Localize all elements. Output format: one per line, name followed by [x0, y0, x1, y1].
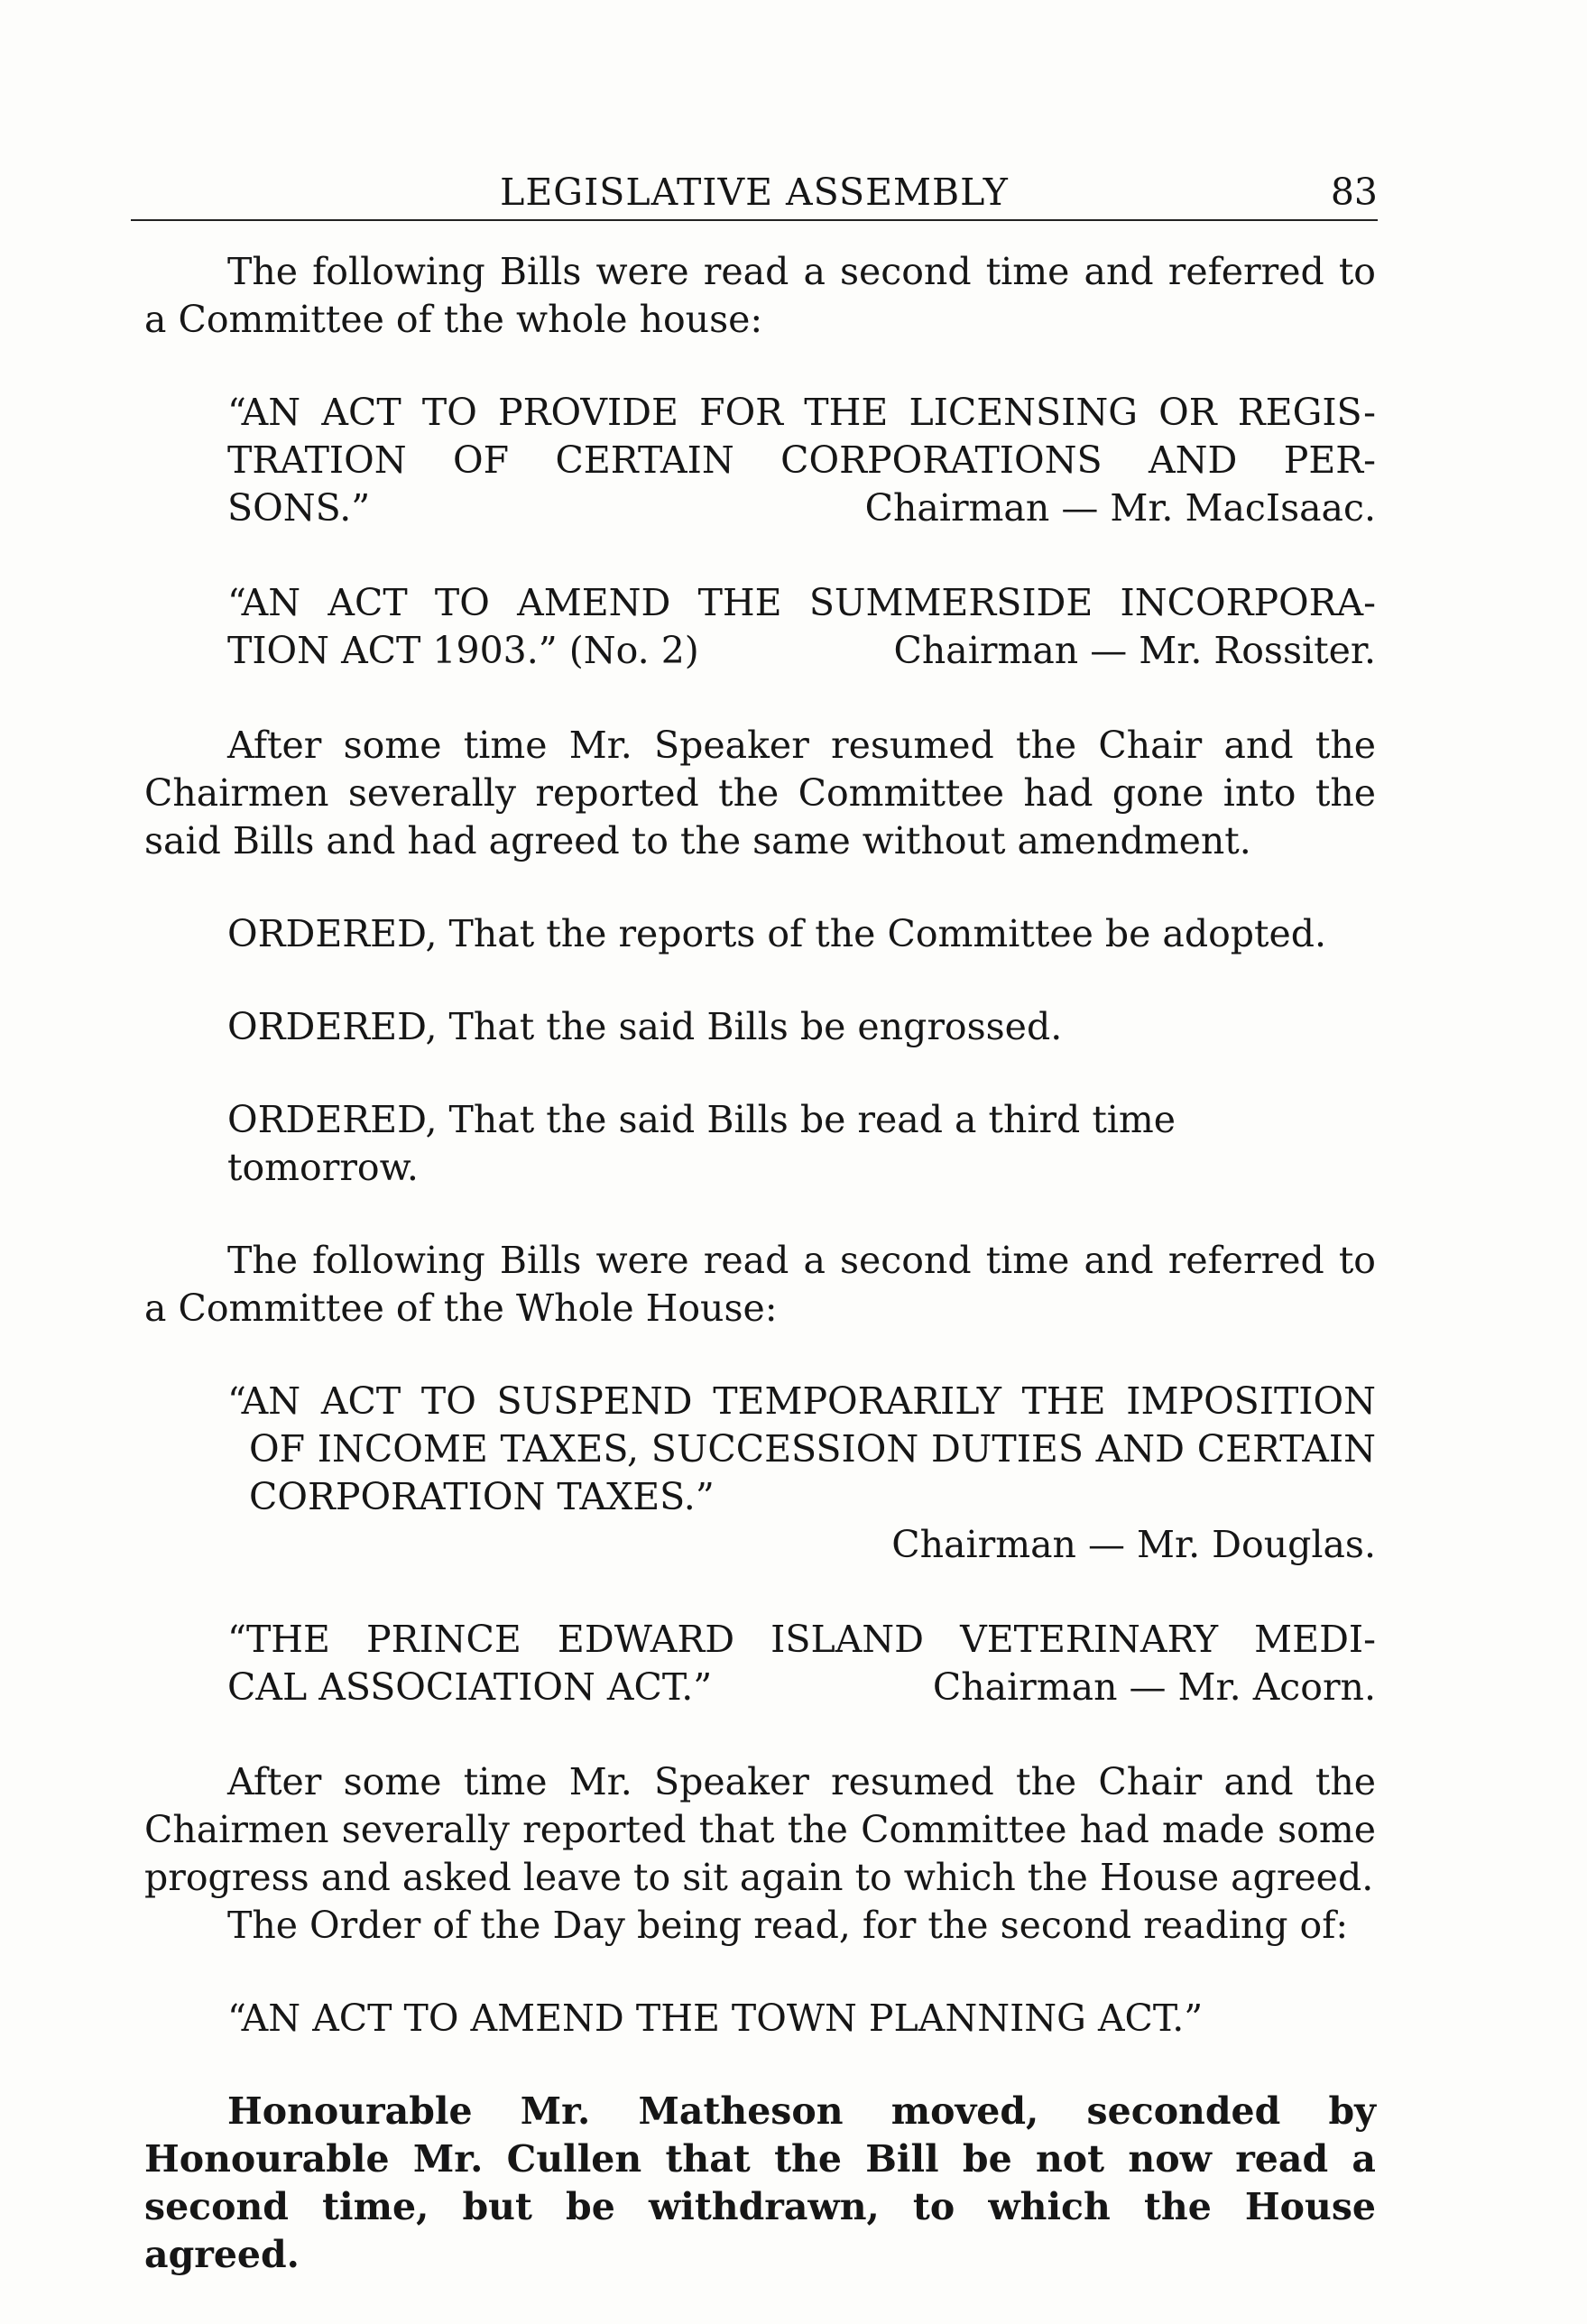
- bill-title: “AN ACT TO SUSPEND TEMPORARILY THE IMPOSITION OF INCOME TAXES, SUCCESSION DUTIES AND CERTAIN CORPORATION TAXES.”: [227, 1379, 1376, 1518]
- chairman: Chairman — Mr. Acorn.: [932, 1665, 1376, 1709]
- chairman: Chairman — Mr. MacIsaac.: [864, 486, 1376, 530]
- bill-title-line: TRATION OF CERTAIN CORPORATIONS AND PER-: [227, 438, 1376, 482]
- section2-intro: The following Bills were read a second time and referred to a Committee of the Whole House:: [144, 1239, 1376, 1330]
- section1-report: After some time Mr. Speaker resumed the Chair and the Chairmen severally reported the Committee had gone into the said Bills and had agreed to the same without amendment.: [144, 724, 1376, 862]
- header-title: LEGISLATIVE ASSEMBLY: [500, 171, 1009, 214]
- bill-title-last-line: SONS.”: [227, 486, 371, 530]
- order-bills-engrossed: ORDERED, That the said Bills be engrossed.: [227, 1005, 1063, 1048]
- page-number: 83: [1330, 171, 1378, 214]
- bill-licensing-registration: [227, 389, 1376, 532]
- bill-title-line: “THE PRINCE EDWARD ISLAND VETERINARY MEDI-: [227, 1618, 1376, 1661]
- bill-veterinary-association: [227, 1616, 1376, 1711]
- bill-title-last-line: CAL ASSOCIATION ACT.”: [227, 1665, 713, 1709]
- bill-summerside-incorporation: [227, 579, 1376, 675]
- chairman: Chairman — Mr. Rossiter.: [893, 629, 1376, 672]
- bill-title-line: “AN ACT TO PROVIDE FOR THE LICENSING OR REGIS-: [227, 391, 1376, 434]
- bill-title-line: “AN ACT TO AMEND THE SUMMERSIDE INCORPORA-: [227, 581, 1376, 624]
- section2-report: After some time Mr. Speaker resumed the Chair and the Chairmen severally reported that the Committee had made some progress and asked leave to sit again to which the House agreed.: [144, 1760, 1376, 1899]
- section1-intro: The following Bills were read a second time and referred to a Committee of the whole house:: [144, 250, 1376, 341]
- chairman: Chairman — Mr. Douglas.: [891, 1523, 1376, 1566]
- page-body: [144, 248, 1376, 2324]
- order-of-the-day: The Order of the Day being read, for the second reading of:: [227, 1904, 1349, 1947]
- running-header: [131, 165, 1378, 221]
- order-third-reading: ORDERED, That the said Bills be read a third time tomorrow.: [227, 1098, 1176, 1189]
- order-reports-adopted: ORDERED, That the reports of the Committee be adopted.: [227, 912, 1327, 955]
- town-planning-bill-title: “AN ACT TO AMEND THE TOWN PLANNING ACT.”: [227, 1997, 1204, 2040]
- bill-suspend-taxes: [227, 1378, 1376, 1569]
- bill-title-last-line: TION ACT 1903.” (No. 2): [227, 629, 699, 672]
- withdrawal-motion: Honourable Mr. Matheson moved, seconded by Honourable Mr. Cullen that the Bill be not now read a second time, but be withdrawn, to which the House agreed.: [144, 2089, 1376, 2276]
